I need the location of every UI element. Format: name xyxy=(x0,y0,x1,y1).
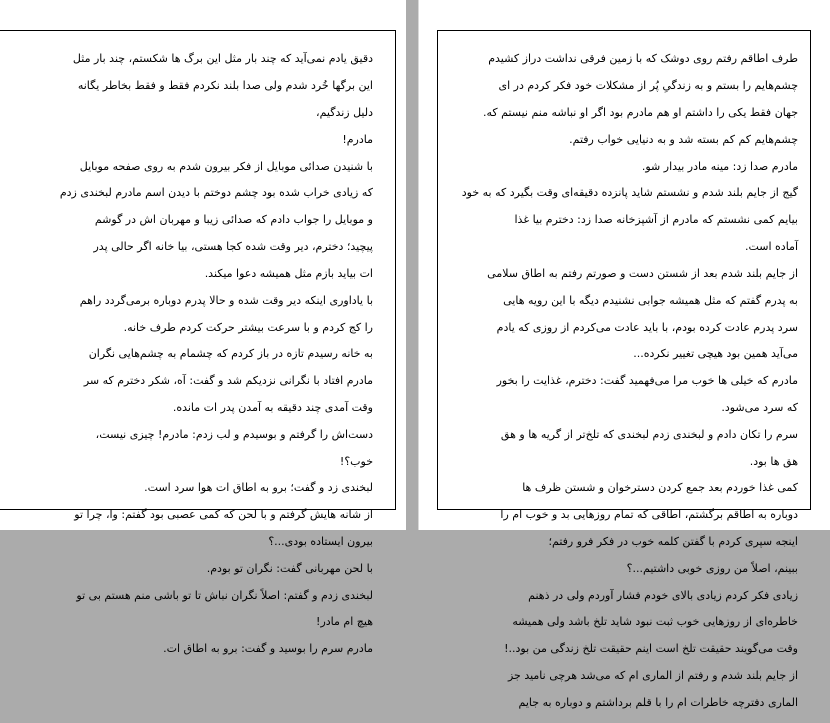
text-line: بیرون ایستاده بودی...؟ xyxy=(268,535,373,549)
text-line: بیایم کمی نشستم که مادرم از آشپزخانه صدا زد: دخترم بیا غذا xyxy=(514,213,798,227)
text-line: که زیادی خراب شده بود چشم دوختم با دیدن اسم مادرم لبخندی زدم xyxy=(59,186,373,200)
right-page-text xyxy=(450,39,798,723)
text-line: لبخندی زدم و گفتم: اصلاً نگران نباش تا تو باشی منم هستم بی تو xyxy=(76,588,373,602)
text-line: دوباره به اطاقم برگشتم، اطاقی که تمام روزهایی بد و خوب ام را xyxy=(500,508,798,522)
text-line: کمی غذا خوردم بعد جمع کردن دسترخوان و شستن ظرف ها xyxy=(522,481,798,495)
text-line: خوب؟! xyxy=(339,454,373,468)
text-line: که سرد می‌شود. xyxy=(721,400,798,414)
text-line: گیج از جایم بلند شدم و نشستم شاید پانزده دقیقه‌ای وقت بگیرد که به خود xyxy=(461,186,798,200)
text-line: با یاداوری اینکه دیر وقت شده و حالا پدرم دوباره برمی‌گردد راهم xyxy=(79,293,373,307)
text-line: مادرم سرم را بوسید و گفت: برو به اطاق ات. xyxy=(163,642,373,656)
text-line: سرم را تکان دادم و لبخندی زدم لبخندی که تلخ‌تر از گریه ها و هق xyxy=(500,427,798,441)
page-right xyxy=(418,0,830,709)
text-line: به خانه رسیدم تازه در باز کردم که چشمام به چشم‌هایی نگران xyxy=(88,347,373,361)
text-line: سرد پدرم عادت کرده بودم، با باید عادت می‌کردم از روزی که یادم xyxy=(496,320,798,334)
text-line: جهان فقط یکی را داشتم او هم مادرم بود اگر او نباشه منم نیستم که. xyxy=(483,106,798,120)
text-line: الماری دفترچه خاطرات ام را با قلم برداشتم و دوباره به جایم xyxy=(518,695,798,709)
text-line: خاطره‌ای از روزهایی خوب ثبت نبود شاید تلخ باشد ولی همیشه xyxy=(512,615,798,629)
text-line: لبخندی زد و گفت؛ برو به اطاق ات هوا سرد است. xyxy=(144,481,373,495)
text-line: این برگها خُرد شدم ولی صدا بلند نکردم فقط و فقط بخاطر یگانه xyxy=(77,79,373,93)
text-line: از شانه هایش گرفتم و با لحن که کمی عصبی بود گفتم: وا، چرا تو xyxy=(74,508,373,522)
text-line: ببینم، اصلاً من روزی خوبی داشتیم...؟ xyxy=(626,561,798,575)
text-line: هق ها بود. xyxy=(749,454,798,468)
left-text-frame xyxy=(0,30,396,656)
text-line: چشم‌هایم کم کم بسته شد و به دنیایی خواب رفتم. xyxy=(569,132,798,146)
text-line: مادرم! xyxy=(342,132,373,146)
text-line: هیچ ام مادر! xyxy=(316,615,373,629)
text-line: وقت می‌گویند حقیقت تلخ است اینم حقیقت تلخ زندگی من بود..! xyxy=(504,642,798,656)
text-line: به پدرم گفتم که مثل همیشه جوابی نشنیدم دیگه با این رویه هایی xyxy=(503,293,798,307)
left-page-text xyxy=(14,39,373,669)
text-line: از جایم بلند شدم بعد از شستن دست و صورتم رفتم به اطاق سلامی xyxy=(487,266,798,280)
text-line: از جایم بلند شدم و رفتم از الماری ام که می‌شد هرچی نامید جز xyxy=(507,669,798,683)
text-line: می‌آید همین بود هیچی تغییر نکرده... xyxy=(633,347,798,361)
text-line: آماده است. xyxy=(744,240,798,254)
text-line: دقیق یادم نمی‌آید که چند بار مثل این برگ ها شکستم، چند بار مثل xyxy=(72,52,373,66)
text-line: با لحن مهربانی گفت: نگران تو بودم. xyxy=(206,561,373,575)
text-line: و موبایل را جواب دادم که صدائی زیبا و مهربان اش در گوشم xyxy=(94,213,373,227)
text-line: ات بیاید بازم مثل همیشه دعوا میکند. xyxy=(204,266,373,280)
text-line: را کج کردم و با سرعت بیشتر حرکت کردم طرف خانه. xyxy=(123,320,373,334)
text-line: پیچید؛ دخترم، دیر وقت شده کجا هستی، بیا خانه اگر حالی پدر xyxy=(93,240,373,254)
text-line: اینجه سپری کردم با گفتن کلمه خوب در فکر فرو رفتم؛ xyxy=(548,535,798,549)
text-line: وقت آمدی چند دقیقه به آمدن پدر ات مانده. xyxy=(172,400,373,414)
right-text-frame xyxy=(437,30,811,709)
text-line: چشم‌هایم را بستم و به زندگیِ پُر از مشکلات خود فکر کردم در ای xyxy=(498,79,798,93)
text-line: دلیل زندگیم، xyxy=(316,106,373,120)
text-line: مادرم که خیلی ها خوب مرا می‌فهمید گفت: دخترم، غذایت را بخور xyxy=(496,374,798,388)
text-line: زیادی فکر کردم زیادی بالای خودم فشار آوردم ولی در ذهنم xyxy=(528,588,798,602)
text-line: با شنیدن صدائی موبایل از فکر بیرون شدم به روی صفحه موبایل xyxy=(79,159,373,173)
page-left xyxy=(0,0,406,656)
text-line: مادرم صدا زد: مینه مادر بیدار شو. xyxy=(641,159,798,173)
text-line: طرف اطاقم رفتم روی دوشک که با زمین فرقی نداشت دراز کشیدم xyxy=(488,52,798,66)
text-line: مادرم افتاد با نگرانی نزدیکم شد و گفت: آه، شکر دخترم که سر xyxy=(83,374,373,388)
text-line: دست‌اش را گرفتم و بوسیدم و لب زدم: مادرم! چیزی نیست، xyxy=(95,427,373,441)
